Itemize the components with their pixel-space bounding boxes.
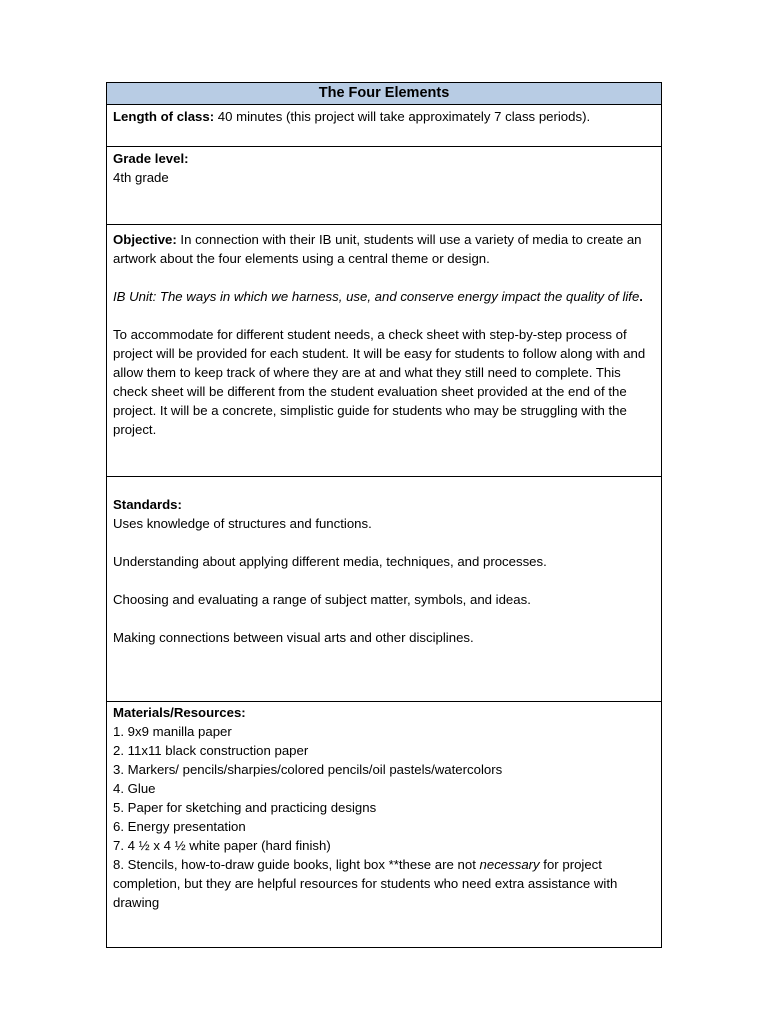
material-item: 4. Glue [113, 781, 156, 796]
lesson-plan-table [106, 82, 662, 948]
material-item: 3. Markers/ pencils/sharpies/colored pencils/oil pastels/watercolors [113, 762, 503, 777]
spacer [113, 571, 655, 590]
objective-text: In connection with their IB unit, students will use a variety of media to create an artwork about the four elements using a central theme or design. [113, 232, 642, 266]
standard-item: Making connections between visual arts and other disciplines. [113, 630, 474, 645]
material-item-8 [113, 855, 655, 912]
grade-label: Grade level: [113, 151, 189, 166]
material-item: 7. 4 ½ x 4 ½ white paper (hard finish) [113, 838, 331, 853]
objective-cell [107, 225, 662, 477]
spacer [113, 306, 655, 325]
material-item: 5. Paper for sketching and practicing designs [113, 800, 377, 815]
length-row [107, 105, 662, 147]
standards-cell [107, 477, 662, 702]
spacer [113, 609, 655, 628]
ib-unit-paragraph [113, 287, 655, 306]
accommodation-paragraph: To accommodate for different student needs, a check sheet with step-by-step process of project will be provided for each student. It will be easy for students to follow along with and allow them to keep track of where they are at and what they still need to complete. This check sheet will be different from the student evaluation sheet provided at the end of the project. It will be a concrete, simplistic guide for students who may be struggling with the project. [113, 327, 646, 437]
standard-item: Uses knowledge of structures and functions. [113, 516, 372, 531]
objective-row [107, 225, 662, 477]
spacer [113, 533, 655, 552]
material-item-8-start: 8. Stencils, how-to-draw guide books, light box **these are not [113, 857, 480, 872]
ib-unit-text: IB Unit: The ways in which we harness, use, and conserve energy impact the quality of life [113, 289, 640, 304]
length-label: Length of class: [113, 109, 215, 124]
materials-row [107, 702, 662, 948]
objective-paragraph [113, 230, 655, 268]
title-row [107, 83, 662, 105]
material-item-8-end: for project completion, but they are helpful resources for students who need extra assistance with drawing [113, 857, 618, 910]
materials-list [113, 722, 655, 912]
material-item: 2. 11x11 black construction paper [113, 743, 309, 758]
material-item: 1. 9x9 manilla paper [113, 724, 232, 739]
material-item: 6. Energy presentation [113, 819, 246, 834]
standard-item: Understanding about applying different media, techniques, and processes. [113, 554, 547, 569]
document-title: The Four Elements [107, 83, 662, 105]
length-cell [107, 105, 662, 147]
standards-row [107, 477, 662, 702]
grade-value: 4th grade [113, 170, 169, 185]
objective-label: Objective: [113, 232, 177, 247]
standards-label: Standards: [113, 497, 182, 512]
standard-item: Choosing and evaluating a range of subject matter, symbols, and ideas. [113, 592, 531, 607]
grade-cell [107, 147, 662, 225]
spacer [113, 268, 655, 287]
grade-row [107, 147, 662, 225]
material-item-8-emphasis: necessary [479, 857, 540, 872]
length-value: 40 minutes (this project will take approximately 7 class periods). [214, 109, 591, 124]
materials-cell [107, 702, 662, 948]
materials-label: Materials/Resources: [113, 705, 246, 720]
ib-unit-period: . [639, 289, 643, 304]
